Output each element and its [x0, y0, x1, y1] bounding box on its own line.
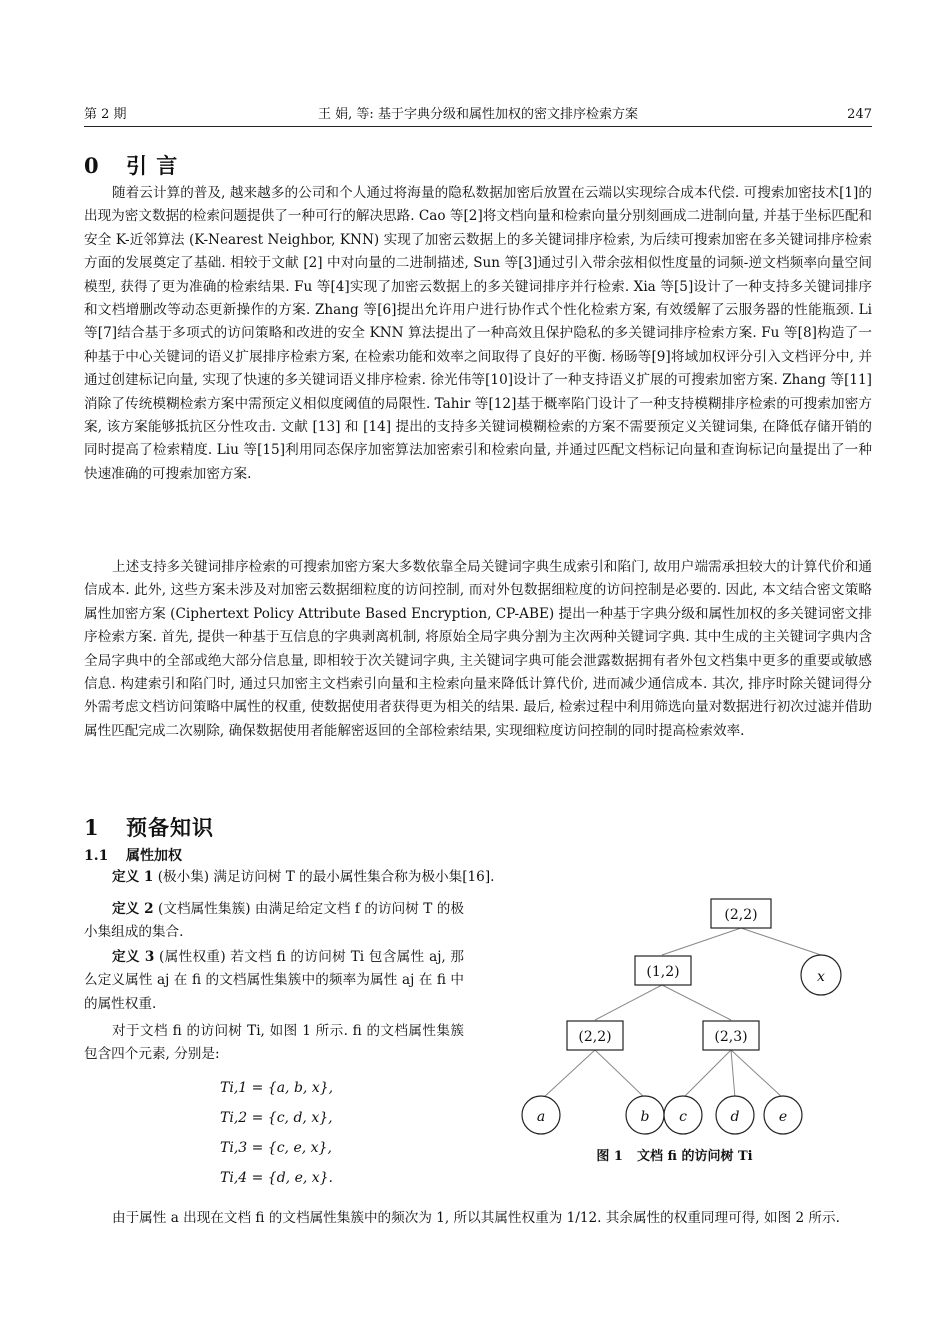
tree-leaf-label: c	[679, 1109, 687, 1125]
equation-4: Ti,4 = {d, e, x}.	[220, 1170, 334, 1186]
edge	[543, 1050, 595, 1098]
equation-1: Ti,1 = {a, b, x},	[220, 1080, 334, 1096]
edge	[683, 1050, 731, 1098]
tree-node-label: (2,2)	[578, 1029, 612, 1045]
tree-leaf-label: e	[778, 1109, 788, 1125]
page-number: 247	[847, 107, 872, 122]
definition-label: 定义 1	[112, 869, 154, 885]
tree-leaf-label: a	[536, 1109, 546, 1125]
edge	[595, 985, 662, 1020]
edge	[731, 1050, 783, 1098]
figure-1-caption	[519, 1145, 844, 1164]
figure-caption-text: 文档 fi 的访问树 Ti	[636, 1149, 753, 1164]
edge	[662, 985, 731, 1020]
equation-3: Ti,3 = {c, e, x},	[220, 1140, 332, 1156]
issue-number: 第 2 期	[84, 107, 127, 122]
definition-text: (极小集) 满足访问树 T 的最小属性集合称为极小集[16].	[157, 869, 495, 885]
subsection-title: 属性加权	[126, 848, 182, 864]
edge	[741, 928, 821, 955]
intro-paragraph-1: 随着云计算的普及, 越来越多的公司和个人通过将海量的隐私数据加密后放置在云端以实现综合成本代偿. 可搜索加密技术[1]的出现为密文数据的检索问题提供了一种可行的解决思路. Cao 等[2]将文档向量和检索向量分别刻画成二进制向量, 并基于坐标匹配和安全 K-近邻算法 (K-Nearest Neighbor, KNN) 实现了加密云数据上的多关键词排序检索, 为后续可搜索加密在多关键词排序检索方面的发展奠定了基础. 相较于文献 [2] 中对向量的二进制描述, Sun 等[3]通过引入带余弦相似性度量的词频-逆文档频率向量空间模型, 获得了更为准确的检索结果. Fu 等[4]实现了加密云数据上的多关键词排序并行检索. Xia 等[5]设计了一种支持多关键词排序和文档增删改等动态更新操作的方案. Zhang 等[6]提出允许用户进行协作式个性化检索方案, 有效缓解了云服务器的性能瓶颈. Li 等[7]结合基于多项式的访问策略和改进的安全 KNN 算法提出了一种高效且保护隐私的多关键词排序检索方案. Fu 等[8]构造了一种基于中心关键词的语义扩展排序检索方案, 在检索功能和效率之间取得了良好的平衡. 杨旸等[9]将域加权评分引入文档评分中, 并通过创建标记向量, 实现了快速的多关键词语义排序检索. 徐光伟等[10]设计了一种支持语义扩展的可搜索加密方案. Zhang 等[11]消除了传统模糊检索方案中需预定义相似度阈值的局限性. Tahir 等[12]基于概率陷门设计了一种支持模糊排序检索的可搜索加密方案, 该方案能够抵抗区分性攻击. 文献 [13] 和 [14] 提出的支持多关键词模糊检索的方案不需要预定义关键词集, 在降低存储开销的同时提高了检索精度. Liu 等[15]利用同态保序加密算法加密索引和检索向量, 并通过匹配文档标记向量和查询标记向量提出了一种快速准确的可搜索加密方案.	[84, 185, 873, 482]
equation-2: Ti,2 = {c, d, x},	[220, 1110, 333, 1126]
section-title: 预备知识	[126, 815, 214, 840]
tree-node-label: (2,2)	[724, 907, 758, 923]
access-tree-figure	[519, 895, 844, 1135]
definition-text: (文档属性集簇) 由满足给定文档 f 的访问树 T 的极小集组成的集合.	[84, 901, 464, 941]
intro-paragraph-2: 上述支持多关键词排序检索的可搜索加密方案大多数依靠全局关键词字典生成索引和陷门, 故用户端需承担较大的计算代价和通信成本. 此外, 这些方案未涉及对加密云数据细粒度的访问控制, 而对外包数据细粒度的访问控制是必要的. 因此, 本文结合密文策略属性加密方案 (Ciphertext Policy Attribute Based Encryption, CP-ABE) 提出一种基于字典分级和属性加权的多关键词密文排序检索方案. 首先, 提供一种基于互信息的字典剥离机制, 将原始全局字典分割为主次两种关键词字典. 其中生成的主关键词字典内含全局字典中的全部或绝大部分信息量, 即相较于次关键词字典, 主关键词字典可能会泄露数据拥有者外包文档集中更多的重要或敏感信息. 构建索引和陷门时, 通过只加密主文档索引向量和主检索向量来降低计算代价, 进而减少通信成本. 其次, 排序时除关键词得分外需考虑文档访问策略中属性的权重, 使数据使用者获得更为相关的结果. 最后, 检索过程中利用筛选向量对数据进行初次过滤并借助属性匹配完成二次剔除, 确保数据使用者能解密返回的全部检索结果, 实现细粒度访问控制的同时提高检索效率.	[84, 559, 872, 739]
definition-text: (属性权重) 若文档 fi 的访问树 Ti 包含属性 aj, 那么定义属性 aj 在 fi 的文档属性集簇中的频率为属性 aj 在 fi 中的属性权重.	[84, 949, 464, 1012]
figure-label: 图 1	[596, 1149, 623, 1164]
running-header	[84, 104, 872, 127]
section-number: 0	[84, 153, 100, 178]
running-title: 王 娟, 等: 基于字典分级和属性加权的密文排序检索方案	[318, 107, 638, 122]
definition-2	[84, 898, 464, 945]
edge	[731, 1050, 735, 1098]
definition-1	[84, 866, 872, 889]
subsection-1-1-heading	[84, 845, 182, 865]
tree-leaf-label: b	[640, 1109, 650, 1125]
tree-node-label: (2,3)	[714, 1029, 748, 1045]
section-0-heading	[84, 150, 178, 180]
tree-node-label: (1,2)	[646, 964, 680, 980]
definition-label: 定义 3	[112, 949, 155, 965]
tree-leaf-label: x	[817, 969, 825, 985]
edge	[595, 1050, 645, 1098]
definition-3	[84, 946, 464, 1016]
tree-leaf-label: d	[730, 1109, 740, 1125]
subsection-number: 1.1	[84, 848, 109, 864]
paragraph-attribute-weight: 由于属性 a 出现在文档 fi 的文档属性集簇中的频次为 1, 所以其属性权重为 1/12. 其余属性的权重同理可得, 如图 2 所示.	[112, 1210, 840, 1226]
edge	[662, 928, 741, 955]
paragraph-attribute-set: 对于文档 fi 的访问树 Ti, 如图 1 所示. fi 的文档属性集簇包含四个元素, 分别是:	[84, 1023, 464, 1063]
section-1-heading	[84, 812, 214, 842]
section-title: 引 言	[126, 153, 179, 178]
definition-label: 定义 2	[112, 901, 154, 917]
section-number: 1	[84, 815, 100, 840]
